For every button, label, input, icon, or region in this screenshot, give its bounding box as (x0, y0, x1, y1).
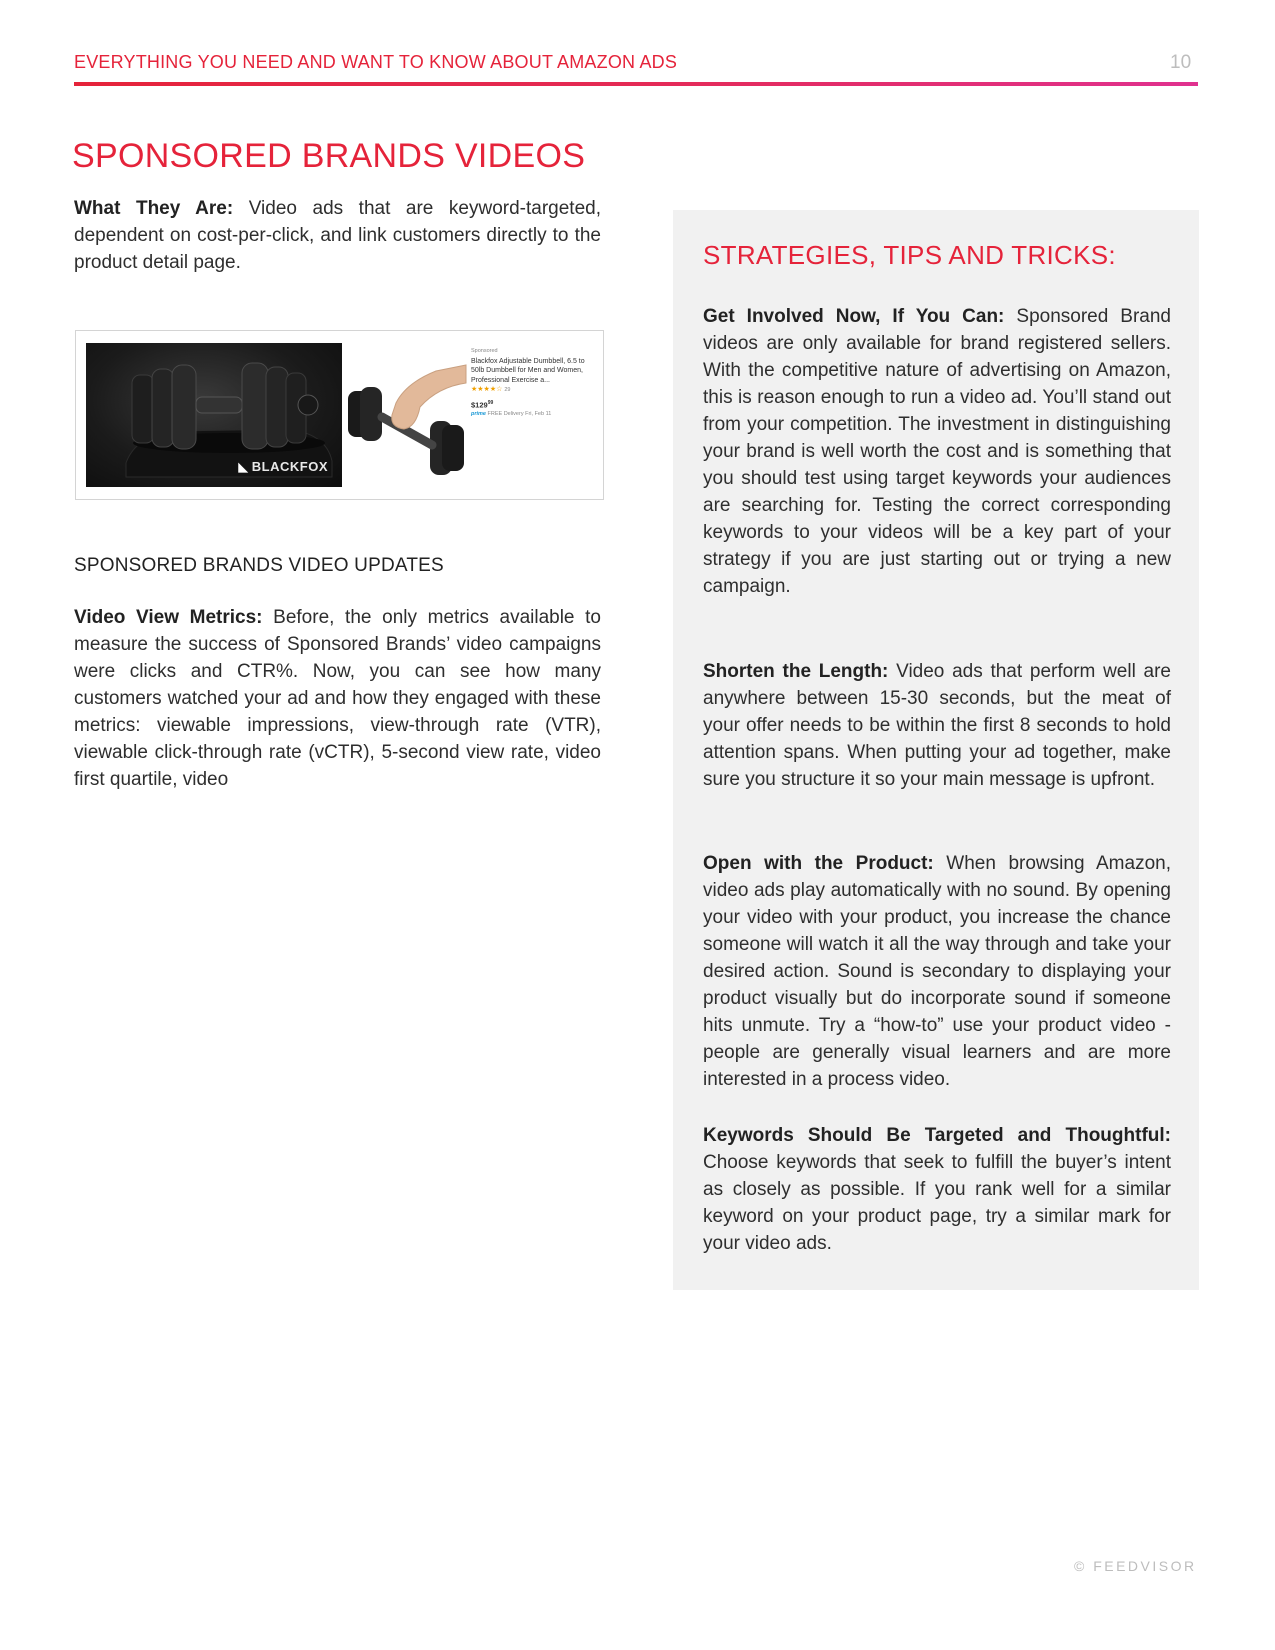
ad-product-info (471, 347, 599, 419)
sponsored-label: Sponsored (471, 348, 498, 354)
video-updates-heading: SPONSORED BRANDS VIDEO UPDATES (74, 555, 444, 576)
rating-count: 29 (504, 387, 511, 393)
section-title: SPONSORED BRANDS VIDEOS (72, 137, 586, 175)
strategies-panel-title: STRATEGIES, TIPS AND TRICKS: (703, 240, 1116, 270)
what-they-are-paragraph (74, 195, 601, 276)
tip-shorten-length (703, 658, 1171, 793)
what-they-are-text: Video ads that are keyword-targeted, dependent on cost-per-click, and link customers directly to the product detail page. (74, 198, 601, 273)
what-they-are-label: What They Are: (74, 198, 234, 219)
video-view-metrics-paragraph (74, 604, 601, 793)
price-dollars: $129 (471, 400, 488, 409)
document-header-title: EVERYTHING YOU NEED AND WANT TO KNOW ABOUT AMAZON ADS (74, 52, 678, 72)
rating-stars-icon: ★★★★☆ (471, 386, 503, 393)
tip-open-with-product (703, 850, 1171, 1093)
footer-copyright: © FEEDVISOR (1074, 1558, 1197, 1574)
ad-video-frame (86, 343, 342, 487)
tip-text: Video ads that perform well are anywhere between 15-30 seconds, but the meat of your offer needs to be within the first 8 seconds to hold attention spans. When putting your ad together, make sure you structure it so your main message is upfront. (703, 661, 1171, 790)
tip-text: Choose keywords that seek to fulfill the buyer’s intent as closely as possible. If you rank well for a similar keyword on your product page, try a similar mark for your video ads. (703, 1152, 1171, 1254)
tip-label: Keywords Should Be Targeted and Thoughtful: (703, 1125, 1171, 1146)
tip-get-involved (703, 303, 1171, 600)
header-divider (74, 82, 1198, 86)
brand-logo-text: BLACKFOX (251, 459, 328, 474)
ad-product-title[interactable]: Blackfox Adjustable Dumbbell, 6.5 to 50lb Dumbbell for Men and Women, Professional Exercise a... (471, 357, 585, 384)
tip-label: Get Involved Now, If You Can: (703, 306, 1005, 327)
ad-price (471, 399, 599, 410)
prime-badge-icon: prime (471, 410, 486, 417)
hand-holding-dumbbell-illustration (346, 343, 468, 487)
ad-product-thumbnail[interactable] (346, 343, 468, 487)
tip-text: Sponsored Brand videos are only available for brand registered sellers. With the competitive nature of advertising on Amazon, this is reason enough to run a video ad. You’ll stand out from your competition. The investment in distinguishing your brand is well worth the cost and is something that you should test using target keywords your audiences are searching for. Testing the correct corresponding keywords to your videos will be a key part of your strategy if you are just starting out or trying a new campaign. (703, 306, 1171, 597)
sponsored-brand-video-ad-example (75, 330, 604, 500)
fox-logo-icon: ◣ (238, 459, 249, 474)
tip-label: Open with the Product: (703, 853, 934, 874)
video-view-metrics-label: Video View Metrics: (74, 607, 263, 628)
tip-keywords-targeted (703, 1122, 1171, 1257)
page-number: 10 (1170, 52, 1192, 73)
delivery-info: FREE Delivery Fri, Feb 11 (487, 410, 552, 417)
blackfox-logo (238, 459, 328, 475)
tip-label: Shorten the Length: (703, 661, 889, 682)
tip-text: When browsing Amazon, video ads play automatically with no sound. By opening your video with your product, you increase the chance someone will watch it all the way through and take your desired action. Sound is secondary to displaying your product visually but do incorporate sound if someone hits unmute. Try a “how-to” use your product video - people are generally visual learners and are more interested in a process video. (703, 853, 1171, 1090)
video-view-metrics-text: Before, the only metrics available to measure the success of Sponsored Brands’ video campaigns were clicks and CTR%. Now, you can see how many customers watched your ad and how they engaged with these metrics: viewable impressions, view-through rate (VTR), viewable click-through rate (vCTR), 5-second view rate, video first quartile, video (74, 607, 601, 790)
price-cents: 99 (487, 399, 494, 406)
